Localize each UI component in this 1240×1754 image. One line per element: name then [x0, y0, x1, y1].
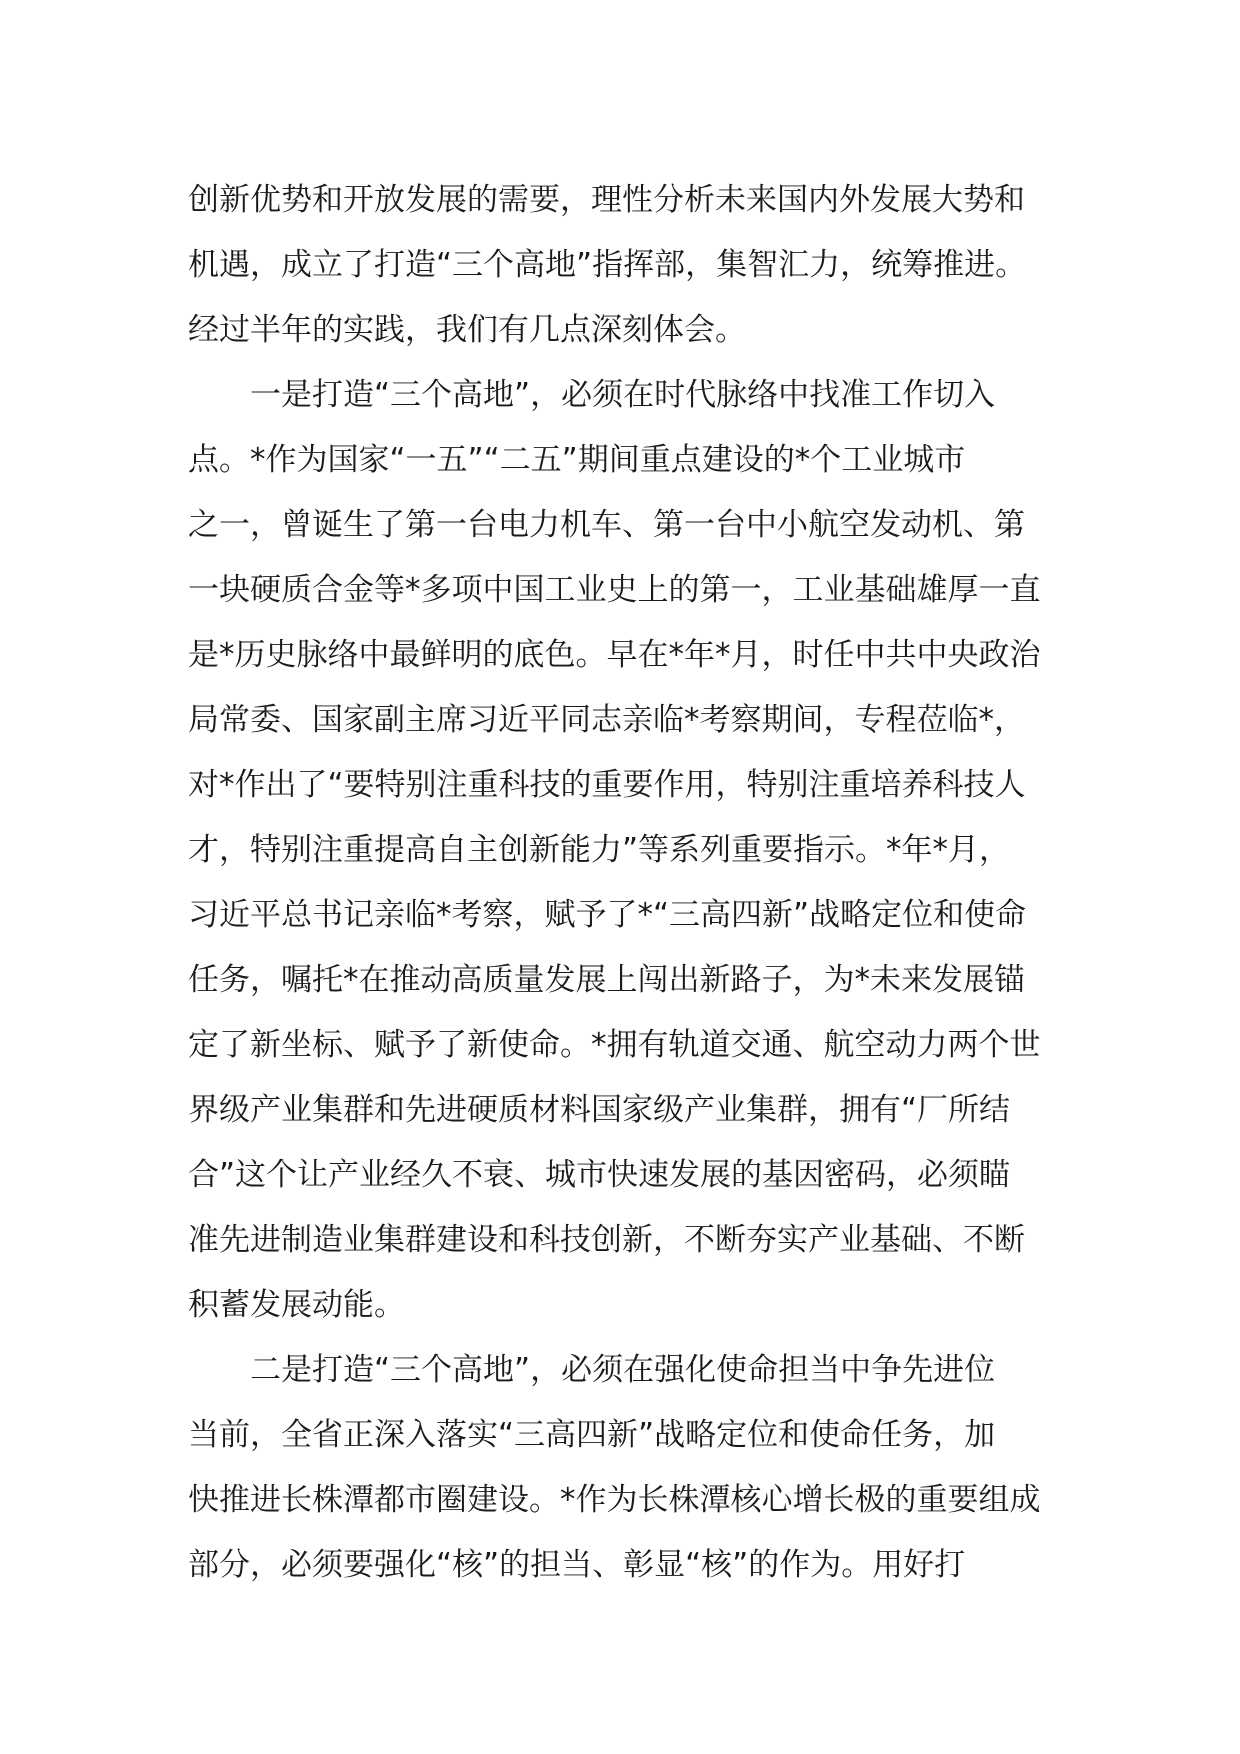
document-body: [188, 168, 1068, 1598]
text-line: 准先进制造业集群建设和科技创新，不断夯实产业基础、不断: [188, 1222, 1025, 1258]
text-line: 界级产业集群和先进硬质材料国家级产业集群，拥有“厂所结: [188, 1092, 1011, 1128]
text-line: 点。*作为国家“一五”“二五”期间重点建设的*个工业城市: [188, 442, 966, 478]
text-line: 之一，曾诞生了第一台电力机车、第一台中小航空发动机、第: [188, 507, 1025, 543]
text-line: 快推进长株潭都市圈建设。*作为长株潭核心增长极的重要组成: [188, 1482, 1041, 1518]
text-line: 局常委、国家副主席习近平同志亲临*考察期间，专程莅临*，: [188, 702, 1025, 738]
text-line: 当前，全省正深入落实“三高四新”战略定位和使命任务，加: [188, 1417, 996, 1453]
text-line: 机遇，成立了打造“三个高地”指挥部，集智汇力，统筹推进。: [188, 247, 1027, 283]
text-line: 习近平总书记亲临*考察，赋予了*“三高四新”战略定位和使命: [188, 897, 1027, 933]
text-line: 任务，嘱托*在推动高质量发展上闯出新路子，为*未来发展锚: [188, 962, 1025, 998]
text-line: 定了新坐标、赋予了新使命。*拥有轨道交通、航空动力两个世: [188, 1027, 1041, 1063]
text-line: 是*历史脉络中最鲜明的底色。早在*年*月，时任中共中央政治: [188, 637, 1041, 673]
text-line: 创新优势和开放发展的需要，理性分析未来国内外发展大势和: [188, 182, 1025, 218]
text-line: 才，特别注重提高自主创新能力”等系列重要指示。*年*月，: [188, 832, 1011, 868]
text-line: 一块硬质合金等*多项中国工业史上的第一，工业基础雄厚一直: [188, 572, 1041, 608]
paragraph-first-line: 二是打造“三个高地”，必须在强化使命担当中争先进位: [250, 1352, 996, 1388]
paragraph-first-line: 一是打造“三个高地”，必须在时代脉络中找准工作切入: [250, 377, 996, 413]
text-line: 合”这个让产业经久不衰、城市快速发展的基因密码，必须瞄: [188, 1157, 1011, 1193]
text-line: 积蓄发展动能。: [188, 1287, 405, 1323]
text-line: 经过半年的实践，我们有几点深刻体会。: [188, 312, 746, 348]
text-line: 对*作出了“要特别注重科技的重要作用，特别注重培养科技人: [188, 767, 1026, 803]
text-line: 部分，必须要强化“核”的担当、彰显“核”的作为。用好打: [188, 1547, 966, 1583]
